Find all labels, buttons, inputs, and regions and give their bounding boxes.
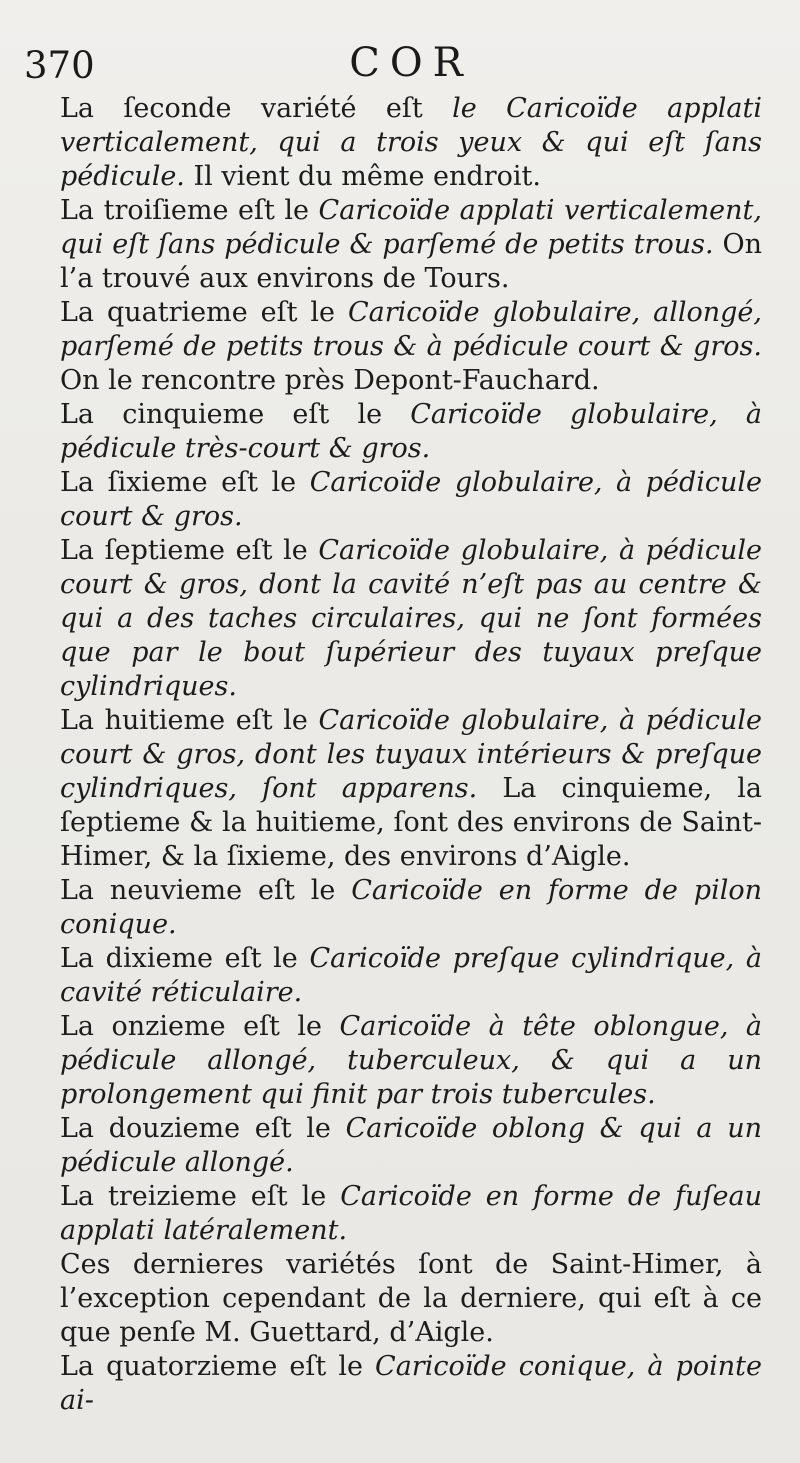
paragraph-text: La douzieme eſt le <box>60 1113 346 1144</box>
paragraph-text: La quatrieme eſt le <box>60 297 348 328</box>
paragraph-italic-text: Caricoïde applati verticalement, qui eſt ſans pédicule & parſemé de petits trous. <box>60 195 762 260</box>
paragraph-italic-text: Caricoïde conique, à pointe ai- <box>60 1351 762 1416</box>
paragraph <box>60 296 762 398</box>
paragraph-italic-text: Caricoïde globulaire, à pédicule court & gros. <box>60 467 763 532</box>
paragraph-italic-text: Caricoïde oblong & qui a un pédicule allongé. <box>60 1113 762 1178</box>
paragraph-text: La troiſieme eſt le <box>60 195 319 226</box>
paragraph-text: Ces dernieres variétés ſont de Saint-Himer, à l’exception cependant de la derniere, qui eſt à ce que penſe M. Guettard, d’Aigle. <box>60 1249 762 1348</box>
paragraph <box>60 1010 762 1112</box>
paragraph <box>60 194 762 296</box>
paragraph-italic-text: Caricoïde globulaire, allongé, parſemé de petits trous & à pédicule court & gros. <box>60 297 762 362</box>
page-number: 370 <box>24 44 95 87</box>
paragraph-italic-text: Caricoïde à tête oblongue, à pédicule allongé, tuberculeux, & qui a un prolongement qui finit par trois tubercules. <box>60 1011 763 1110</box>
paragraph <box>60 534 762 704</box>
body-text <box>60 92 762 1418</box>
paragraph-text: La huitieme eſt le <box>60 705 319 736</box>
paragraph <box>60 398 762 466</box>
paragraph-italic-text: Caricoïde en forme de pilon conique. <box>60 875 762 940</box>
paragraph <box>60 874 762 942</box>
paragraph-italic-text: Caricoïde globulaire, à pédicule très-court & gros. <box>60 399 762 464</box>
paragraph-text: On le rencontre près Depont-Fauchard. <box>60 365 600 396</box>
paragraph-italic-text: le Caricoïde applati verticalement, qui a trois yeux & qui eſt ſans pédicule. <box>60 93 762 192</box>
paragraph <box>60 704 762 874</box>
paragraph-italic-text: Caricoïde globulaire, à pédicule court & gros, dont la cavité n’eſt pas au centre & qui a des taches circulaires, qui ne ſont formées que par le bout ſupérieur des tuyaux preſque cylindriques. <box>60 535 763 702</box>
running-head: COR <box>349 40 473 86</box>
paragraph-italic-text: Caricoïde preſque cylindrique, à cavité réticulaire. <box>60 943 762 1008</box>
paragraph-text: La dixieme eſt le <box>60 943 310 974</box>
paragraph-text: La quatorzieme eſt le <box>60 1351 376 1382</box>
paragraph-text: La ſeconde variété eſt <box>60 93 453 124</box>
paragraph-text: Il vient du même endroit. <box>184 161 541 192</box>
paragraph-text: La ſeptieme eſt le <box>60 535 319 566</box>
paragraph-text: La cinquieme eſt le <box>60 399 411 430</box>
paragraph <box>60 1248 762 1350</box>
paragraph-text: La ſixieme eſt le <box>60 467 310 498</box>
paragraph-italic-text: Caricoïde globulaire, à pédicule court & gros, dont les tuyaux intérieurs & preſque cylindriques, ſont apparens. <box>60 705 762 804</box>
paragraph <box>60 466 762 534</box>
paragraph-text: La neuvieme eſt le <box>60 875 352 906</box>
page-header <box>24 0 762 92</box>
paragraph <box>60 1112 762 1180</box>
paragraph <box>60 92 762 194</box>
paragraph-text: La onzieme eſt le <box>60 1011 340 1042</box>
paragraph <box>60 1350 762 1418</box>
paragraph <box>60 942 762 1010</box>
paragraph-italic-text: Caricoïde en forme de fuſeau applati latéralement. <box>60 1181 762 1246</box>
paragraph-text: La treizieme eſt le <box>60 1181 341 1212</box>
paragraph-text: La cinquieme, la ſeptieme & la huitieme, ſont des environs de Saint-Himer, & la ſixieme, des environs d’Aigle. <box>60 773 762 872</box>
paragraph <box>60 1180 762 1248</box>
paragraph-text: On l’a trouvé aux environs de Tours. <box>60 229 762 294</box>
